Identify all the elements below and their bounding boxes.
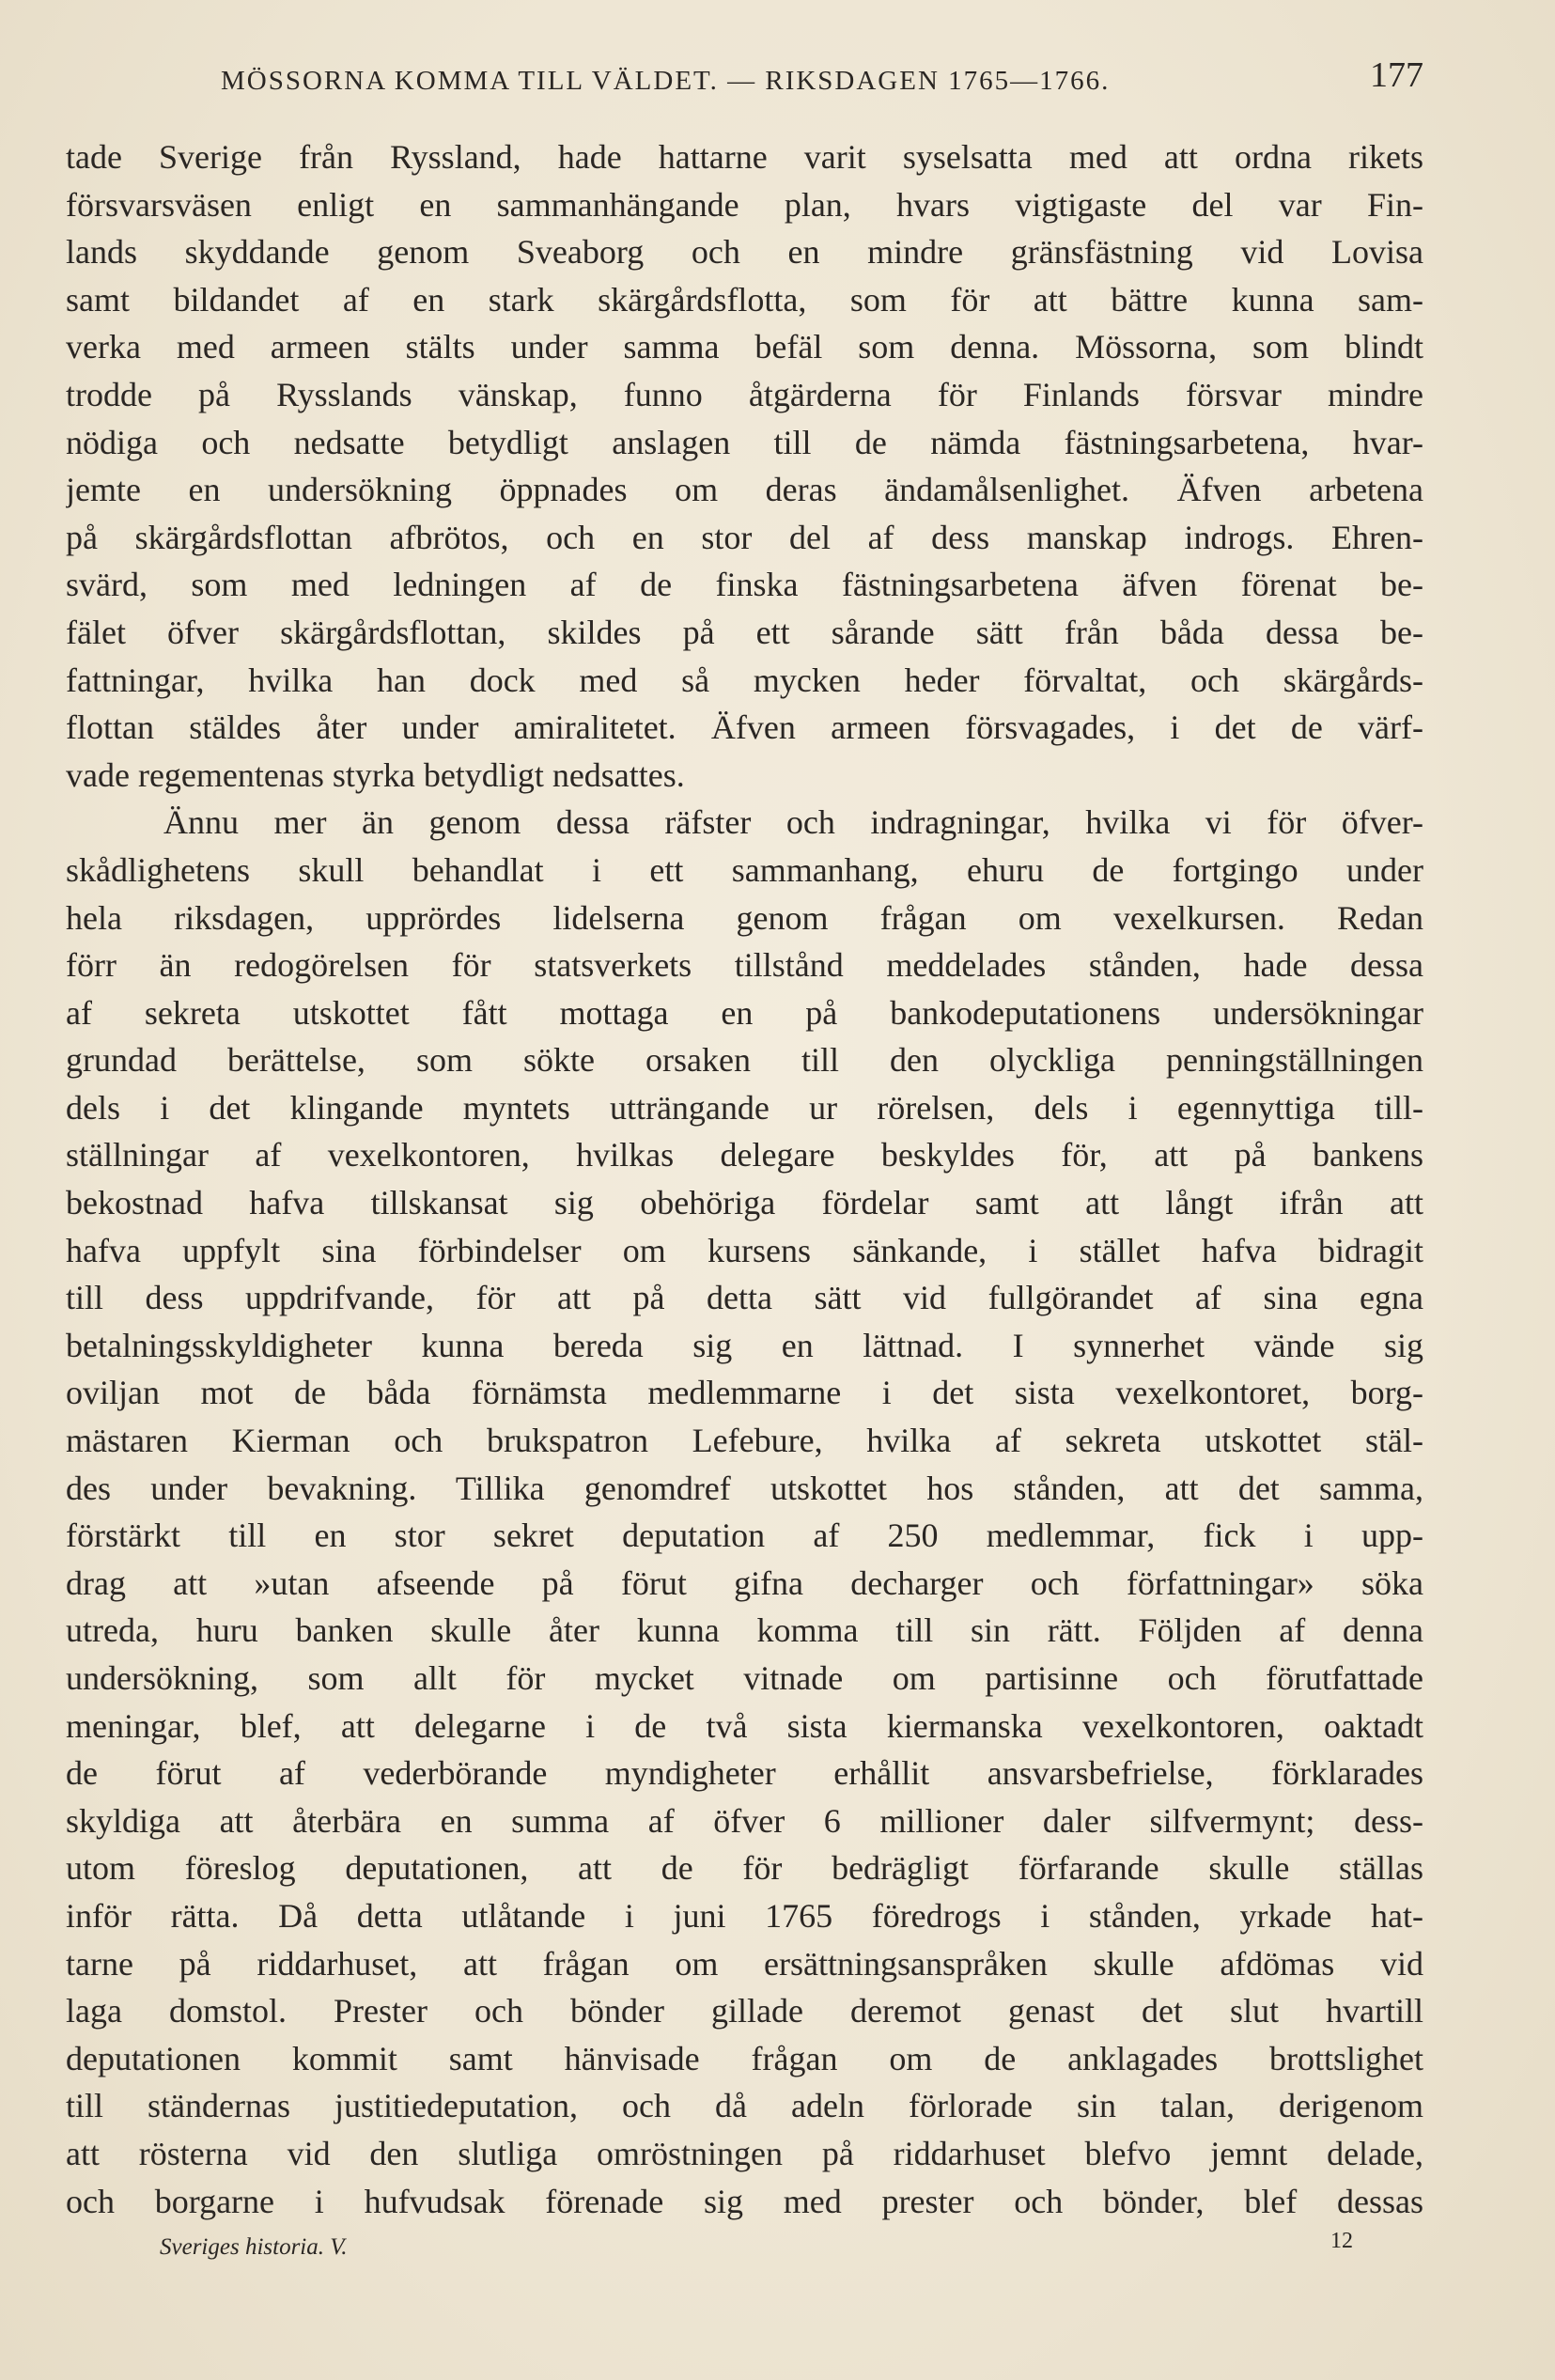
text-line: flottan stäldes åter under amiralitetet. Äfven armeen försvagades, i det de värf- <box>66 708 1423 747</box>
text-line: des under bevakning. Tillika genomdref utskottet hos stånden, att det samma, <box>66 1469 1423 1507</box>
text-line: deputationen kommit samt hänvisade frågan om de anklagades brottslighet <box>66 2039 1423 2077</box>
page-number: 177 <box>1370 55 1423 95</box>
body-text <box>66 133 1423 2225</box>
text-line: hafva uppfylt sina förbindelser om kursens sänkande, i stället hafva bidragit <box>66 1231 1423 1269</box>
text-line: betalningsskyldigheter kunna bereda sig en lättnad. I synnerhet vände sig <box>66 1326 1423 1364</box>
text-line: till ständernas justitiedeputation, och då adeln förlorade sin talan, derigenom <box>66 2087 1423 2125</box>
text-line: trodde på Rysslands vänskap, funno åtgärderna för Finlands försvar mindre <box>66 375 1423 413</box>
text-line: lands skyddande genom Sveaborg och en mindre gränsfästning vid Lovisa <box>66 233 1423 272</box>
text-line: till dess uppdrifvande, för att på detta sätt vid fullgörandet af sina egna <box>66 1279 1423 1317</box>
page-footer <box>132 2229 1353 2272</box>
text-line: samt bildandet af en stark skärgårdsflotta, som för att bättre kunna sam- <box>66 280 1423 319</box>
text-line: de förut af vederbörande myndigheter erhållit ansvarsbefrielse, förklarades <box>66 1754 1423 1793</box>
text-line: grundad berättelse, som sökte orsaken till den olyckliga penningställningen <box>66 1041 1423 1080</box>
text-line: af sekreta utskottet fått mottaga en på bankodeputationens undersökningar <box>66 993 1423 1032</box>
text-line: och borgarne i hufvudsak förenade sig med prester och bönder, blef dessas <box>66 2182 1423 2220</box>
text-line: på skärgårdsflottan afbrötos, och en stor del af dess manskap indrogs. Ehren- <box>66 518 1423 556</box>
text-line: oviljan mot de båda förnämsta medlemmarne i det sista vexelkontoret, borg- <box>66 1374 1423 1412</box>
text-line: skyldiga att återbära en summa af öfver 6 millioner daler silfvermynt; dess- <box>66 1801 1423 1840</box>
page-header <box>66 54 1423 111</box>
text-line: drag att »utan afseende på förut gifna decharger och författningar» söka <box>66 1563 1423 1602</box>
text-line: skådlighetens skull behandlat i ett sammanhang, ehuru de fortgingo under <box>66 850 1423 889</box>
text-line: utreda, huru banken skulle åter kunna komma till sin rätt. Följden af denna <box>66 1611 1423 1650</box>
text-line: dels i det klingande myntets utträngande ur rörelsen, dels i egennyttiga till- <box>66 1088 1423 1127</box>
text-line: fälet öfver skärgårdsflottan, skildes på ett sårande sätt från båda dessa be- <box>66 613 1423 651</box>
text-line: mästaren Kierman och brukspatron Lefebure, hvilka af sekreta utskottet stäl- <box>66 1422 1423 1460</box>
printer-signature: Sveriges historia. V. <box>160 2234 348 2260</box>
text-line: hela riksdagen, upprördes lidelserna genom frågan om vexelkursen. Redan <box>66 898 1423 937</box>
paragraph-start-line: Ännu mer än genom dessa räfster och indragningar, hvilka vi för öfver- <box>163 803 1423 842</box>
text-line: jemte en undersökning öppnades om deras ändamålsenlighet. Äfven arbetena <box>66 471 1423 509</box>
text-line: att rösterna vid den slutliga omröstningen på riddarhuset blefvo jemnt delade, <box>66 2134 1423 2172</box>
text-line: nödiga och nedsatte betydligt anslagen till de nämda fästningsarbetena, hvar- <box>66 423 1423 461</box>
text-line: ställningar af vexelkontoren, hvilkas delegare beskyldes för, att på bankens <box>66 1136 1423 1174</box>
text-line: fattningar, hvilka han dock med så mycken heder förvaltat, och skärgårds- <box>66 661 1423 699</box>
text-line: bekostnad hafva tillskansat sig obehöriga fördelar samt att långt ifrån att <box>66 1184 1423 1222</box>
text-line: laga domstol. Prester och bönder gillade deremot genast det slut hvartill <box>66 1992 1423 2030</box>
text-line: verka med armeen stälts under samma befäl som denna. Mössorna, som blindt <box>66 328 1423 366</box>
text-line: försvarsväsen enligt en sammanhängande plan, hvars vigtigaste del var Fin- <box>66 185 1423 224</box>
sheet-number: 12 <box>1330 2229 1353 2253</box>
text-line: undersökning, som allt för mycket vitnade om partisinne och förutfattade <box>66 1659 1423 1697</box>
running-head: MÖSSORNA KOMMA TILL VÄLDET. — RIKSDAGEN 1765—1766. <box>221 66 1111 96</box>
text-line: meningar, blef, att delegarne i de två sista kiermanska vexelkontoren, oaktadt <box>66 1706 1423 1745</box>
text-line: tade Sverige från Ryssland, hade hattarne varit syselsatta med att ordna rikets <box>66 138 1423 176</box>
text-line: svärd, som med ledningen af de finska fästningsarbetena äfven förenat be- <box>66 566 1423 604</box>
text-line: tarne på riddarhuset, att frågan om ersättningsanspråken skulle afdömas vid <box>66 1944 1423 1983</box>
text-line: inför rätta. Då detta utlåtande i juni 1765 föredrogs i stånden, yrkade hat- <box>66 1896 1423 1935</box>
paragraph-end-line: vade regementenas styrka betydligt nedsattes. <box>66 755 685 794</box>
text-line: förr än redogörelsen för statsverkets tillstånd meddelades stånden, hade dessa <box>66 946 1423 985</box>
text-line: förstärkt till en stor sekret deputation af 250 medlemmar, fick i upp- <box>66 1517 1423 1555</box>
text-line: utom föreslog deputationen, att de för bedrägligt förfarande skulle ställas <box>66 1849 1423 1888</box>
